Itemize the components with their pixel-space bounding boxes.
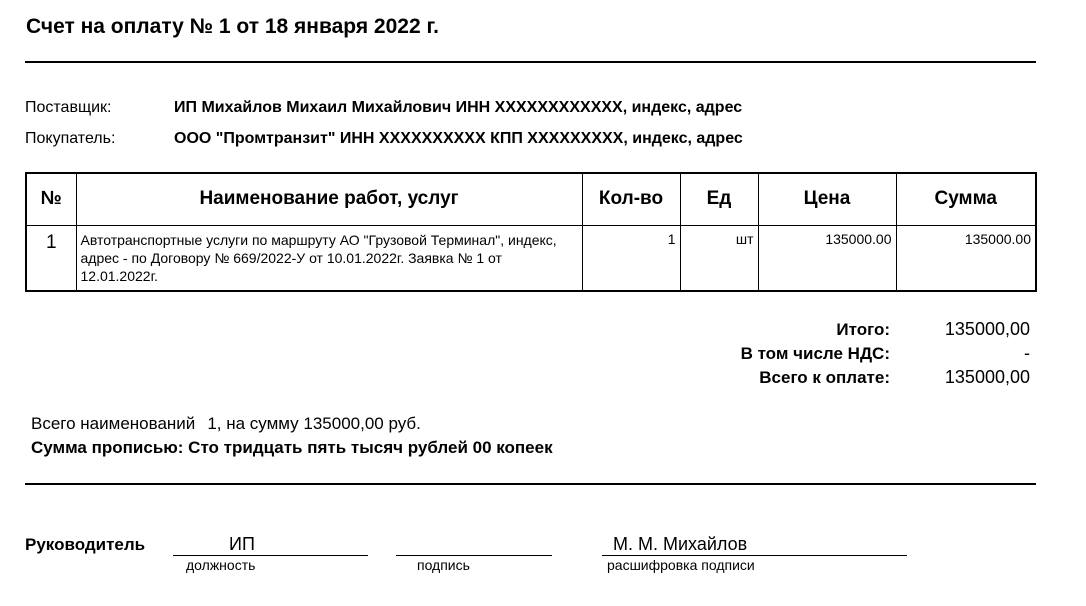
caption-signature: подпись (417, 557, 470, 573)
row-sum: 135000.00 (896, 225, 1036, 291)
header-quantity: Кол-во (582, 173, 680, 225)
header-name: Наименование работ, услуг (76, 173, 582, 225)
row-name: Автотранспортные услуги по маршруту АО "Грузовой Терминал", индекс, адрес - по Договору № 669/2022-У от 10.01.2022г. Заявка № 1 от 12.01.2022г. (76, 225, 582, 291)
signature-line (396, 555, 552, 556)
vat-label: В том числе НДС: (740, 344, 890, 363)
row-number: 1 (26, 225, 76, 291)
bottom-divider (25, 483, 1036, 485)
position-line (173, 555, 368, 556)
amount-in-words: Сумма прописью: Сто тридцать пять тысяч рублей 00 копеек (31, 438, 553, 457)
total-label: Итого: (836, 320, 890, 339)
items-count-text: 1, на сумму 135000,00 руб. (207, 414, 421, 433)
vat-value: - (1024, 343, 1030, 363)
buyer-value: ООО "Промтранзит" ИНН ХХХХХХХХХХ КПП ХХХХХХХХХ, индекс, адрес (174, 130, 743, 147)
row-quantity: 1 (582, 225, 680, 291)
supplier-label: Поставщик: (25, 99, 112, 116)
total-value: 135000,00 (944, 319, 1030, 339)
caption-name: расшифровка подписи (607, 557, 755, 573)
supplier-value: ИП Михайлов Михаил Михайлович ИНН ХХХХХХХХХХХХ, индекс, адрес (174, 99, 743, 116)
name-value: М. М. Михайлов (613, 534, 748, 554)
header-sum: Сумма (896, 173, 1036, 225)
header-unit: Ед (680, 173, 758, 225)
table-header-row (26, 173, 1036, 225)
header-number: № (26, 173, 76, 225)
items-table (25, 172, 1037, 292)
invoice-title: Счет на оплату № 1 от 18 января 2022 г. (26, 15, 439, 38)
signature-title: Руководитель (25, 535, 146, 554)
buyer-label: Покупатель: (25, 130, 116, 147)
name-line (602, 555, 907, 556)
position-value: ИП (229, 534, 255, 554)
top-divider (25, 61, 1036, 63)
items-count-summary (31, 414, 421, 434)
payable-label: Всего к оплате: (759, 368, 890, 387)
payable-value: 135000,00 (944, 367, 1030, 387)
caption-position: должность (186, 557, 256, 573)
header-price: Цена (758, 173, 896, 225)
row-price: 135000.00 (758, 225, 896, 291)
items-count-label: Всего наименований (31, 414, 196, 433)
table-row (26, 225, 1036, 291)
row-unit: шт (680, 225, 758, 291)
